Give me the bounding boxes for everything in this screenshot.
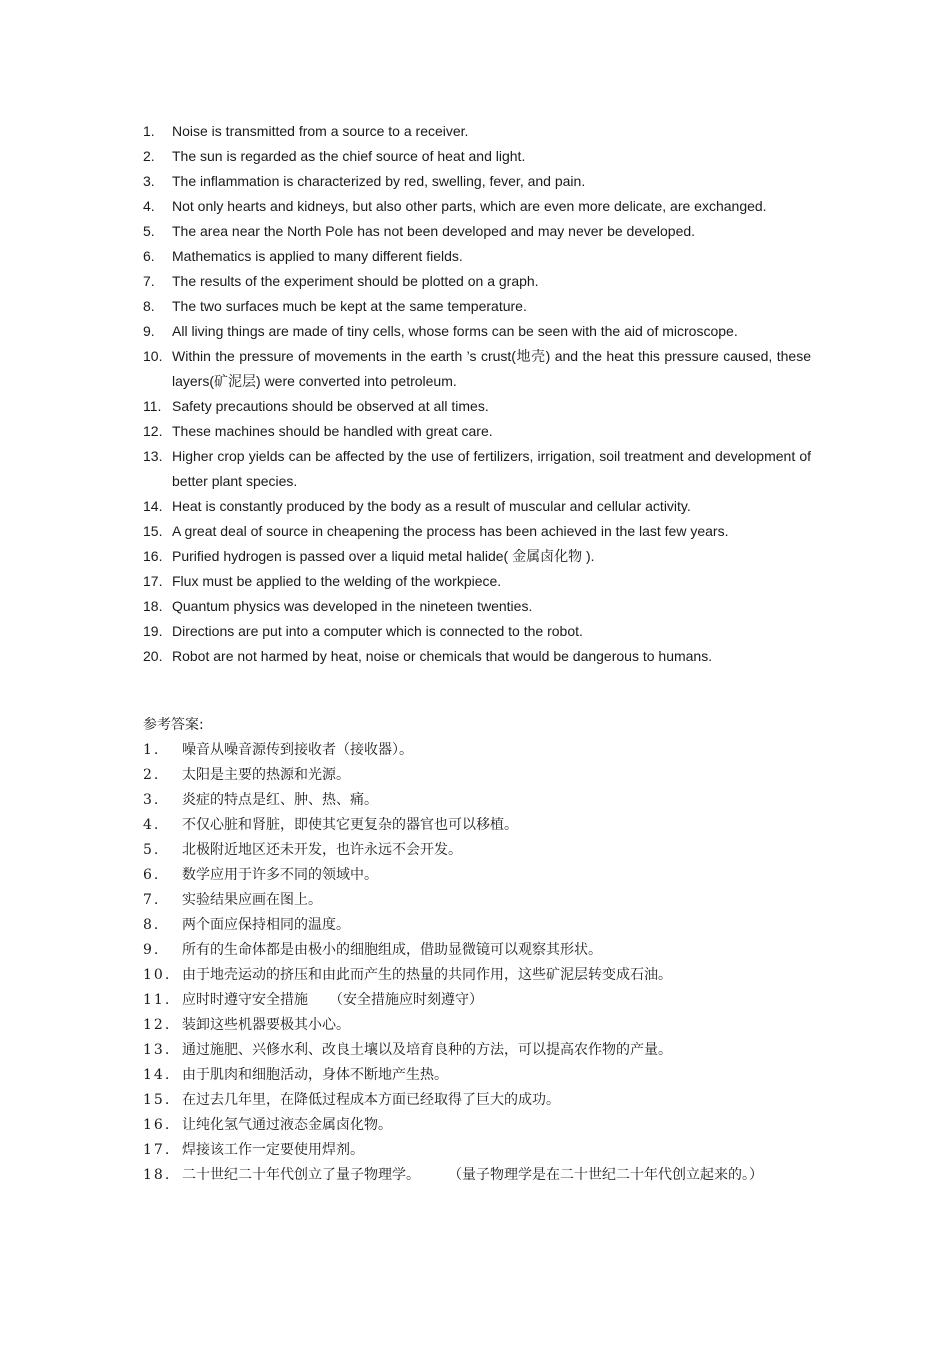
item-text: The sun is regarded as the chief source of heat and light. (172, 148, 526, 164)
list-item (143, 519, 811, 544)
item-number: 19. (143, 623, 163, 639)
list-item (143, 763, 783, 788)
item-text: Directions are put into a computer which is connected to the robot. (172, 623, 583, 639)
item-number: 1. (143, 123, 155, 139)
list-item (143, 119, 811, 144)
item-number: 3. (143, 792, 161, 808)
item-text: Not only hearts and kidneys, but also other parts, which are even more delicate, are exchanged. (172, 198, 767, 214)
item-text: Within the pressure of movements in the earth ’s crust(地壳) and the heat this pressure caused, these layers(矿泥层) were converted into petroleum. (172, 348, 811, 389)
list-item (143, 419, 811, 444)
item-text: The results of the experiment should be plotted on a graph. (172, 273, 539, 289)
item-text: 由于肌肉和细胞活动，身体不断地产生热。 (182, 1067, 448, 1083)
item-text: These machines should be handled with great care. (172, 423, 493, 439)
list-item (143, 963, 783, 988)
list-item (143, 319, 811, 344)
list-item (143, 988, 783, 1013)
item-text: Higher crop yields can be affected by the use of fertilizers, irrigation, soil treatment and development of better plant species. (172, 448, 811, 489)
item-number: 10. (143, 967, 172, 983)
item-number: 14. (143, 1067, 172, 1083)
item-number: 6. (143, 867, 161, 883)
answers-heading: 参考答案: (143, 717, 204, 733)
item-text: 噪音从噪音源传到接收者（接收器）。 (182, 742, 413, 758)
item-number: 13. (143, 1042, 172, 1058)
item-text: 数学应用于许多不同的领域中。 (182, 867, 378, 883)
item-text: A great deal of source in cheapening the process has been achieved in the last few years. (172, 523, 729, 539)
item-text: 炎症的特点是红、肿、热、痛。 (182, 792, 378, 808)
item-text: 焊接该工作一定要使用焊剂。 (182, 1142, 364, 1158)
item-number: 14. (143, 498, 163, 514)
item-text: 所有的生命体都是由极小的细胞组成，借助显微镜可以观察其形状。 (182, 942, 602, 958)
list-item (143, 813, 783, 838)
item-number: 9. (143, 942, 161, 958)
list-item (143, 194, 811, 219)
item-text: All living things are made of tiny cells, whose forms can be seen with the aid of microscope. (172, 323, 738, 339)
list-item (143, 394, 811, 419)
item-number: 7. (143, 892, 161, 908)
list-item (143, 1063, 783, 1088)
item-number: 11. (143, 398, 162, 414)
list-item (143, 938, 783, 963)
chinese-answer-list (143, 738, 783, 1188)
list-item (143, 1013, 783, 1038)
item-text: Safety precautions should be observed at all times. (172, 398, 489, 414)
item-text: 让纯化氢气通过液态金属卤化物。 (182, 1117, 392, 1133)
list-item (143, 269, 811, 294)
list-item (143, 644, 811, 669)
item-number: 5. (143, 223, 155, 239)
item-number: 2. (143, 148, 155, 164)
list-item (143, 569, 811, 594)
reference-answers-section (143, 713, 783, 1188)
item-text: The inflammation is characterized by red, swelling, fever, and pain. (172, 173, 586, 189)
item-number: 8. (143, 298, 155, 314)
list-item (143, 619, 811, 644)
list-item (143, 788, 783, 813)
item-text: 实验结果应画在图上。 (182, 892, 322, 908)
item-number: 1. (143, 742, 161, 758)
item-text: Robot are not harmed by heat, noise or chemicals that would be dangerous to humans. (172, 648, 713, 664)
list-item (143, 494, 811, 519)
english-sentence-list (143, 119, 811, 669)
item-text: 通过施肥、兴修水利、改良土壤以及培育良种的方法，可以提高农作物的产量。 (182, 1042, 672, 1058)
list-item (143, 738, 783, 763)
item-number: 7. (143, 273, 155, 289)
item-text: 太阳是主要的热源和光源。 (182, 767, 350, 783)
item-number: 16. (143, 548, 163, 564)
item-text: The two surfaces much be kept at the same temperature. (172, 298, 527, 314)
item-text: Mathematics is applied to many different fields. (172, 248, 463, 264)
item-text: 装卸这些机器要极其小心。 (182, 1017, 350, 1033)
item-number: 6. (143, 248, 155, 264)
item-text: Noise is transmitted from a source to a receiver. (172, 123, 469, 139)
item-number: 8. (143, 917, 161, 933)
list-item (143, 169, 811, 194)
item-text: 北极附近地区还未开发，也许永远不会开发。 (182, 842, 462, 858)
list-item (143, 1113, 783, 1138)
item-number: 13. (143, 448, 163, 464)
list-item (143, 1088, 783, 1113)
item-number: 15. (143, 523, 163, 539)
item-number: 20. (143, 648, 163, 664)
item-number: 2. (143, 767, 161, 783)
item-number: 18. (143, 1167, 172, 1183)
item-number: 9. (143, 323, 155, 339)
list-item (143, 344, 811, 394)
list-item (143, 294, 811, 319)
list-item (143, 1038, 783, 1063)
item-number: 4. (143, 198, 155, 214)
item-number: 3. (143, 173, 155, 189)
list-item (143, 1163, 783, 1188)
list-item (143, 219, 811, 244)
item-text: The area near the North Pole has not been developed and may never be developed. (172, 223, 696, 239)
item-number: 16. (143, 1117, 172, 1133)
list-item (143, 594, 811, 619)
item-number: 12. (143, 423, 163, 439)
item-text: Quantum physics was developed in the nineteen twenties. (172, 598, 533, 614)
list-item (143, 444, 811, 494)
list-item (143, 1138, 783, 1163)
item-text: 应时时遵守安全措施 （安全措施应时刻遵守） (182, 992, 483, 1008)
list-item (143, 544, 811, 569)
item-number: 15. (143, 1092, 172, 1108)
item-number: 5. (143, 842, 161, 858)
item-text: 在过去几年里，在降低过程成本方面已经取得了巨大的成功。 (182, 1092, 560, 1108)
item-text: 由于地壳运动的挤压和由此而产生的热量的共同作用，这些矿泥层转变成石油。 (182, 967, 672, 983)
item-text: Heat is constantly produced by the body as a result of muscular and cellular activity. (172, 498, 691, 514)
list-item (143, 913, 783, 938)
item-number: 12. (143, 1017, 172, 1033)
list-item (143, 863, 783, 888)
item-text: 两个面应保持相同的温度。 (182, 917, 350, 933)
item-number: 11. (143, 992, 172, 1008)
list-item (143, 838, 783, 863)
item-number: 4. (143, 817, 161, 833)
list-item (143, 888, 783, 913)
list-item (143, 244, 811, 269)
item-text: 不仅心脏和肾脏，即使其它更复杂的器官也可以移植。 (182, 817, 518, 833)
list-item (143, 144, 811, 169)
item-text: Purified hydrogen is passed over a liquid metal halide( 金属卤化物 ). (172, 548, 595, 564)
item-text: Flux must be applied to the welding of the workpiece. (172, 573, 502, 589)
item-number: 17. (143, 1142, 172, 1158)
item-number: 18. (143, 598, 163, 614)
item-number: 17. (143, 573, 163, 589)
item-number: 10. (143, 348, 163, 364)
item-text: 二十世纪二十年代创立了量子物理学。 （量子物理学是在二十世纪二十年代创立起来的。） (182, 1167, 763, 1183)
